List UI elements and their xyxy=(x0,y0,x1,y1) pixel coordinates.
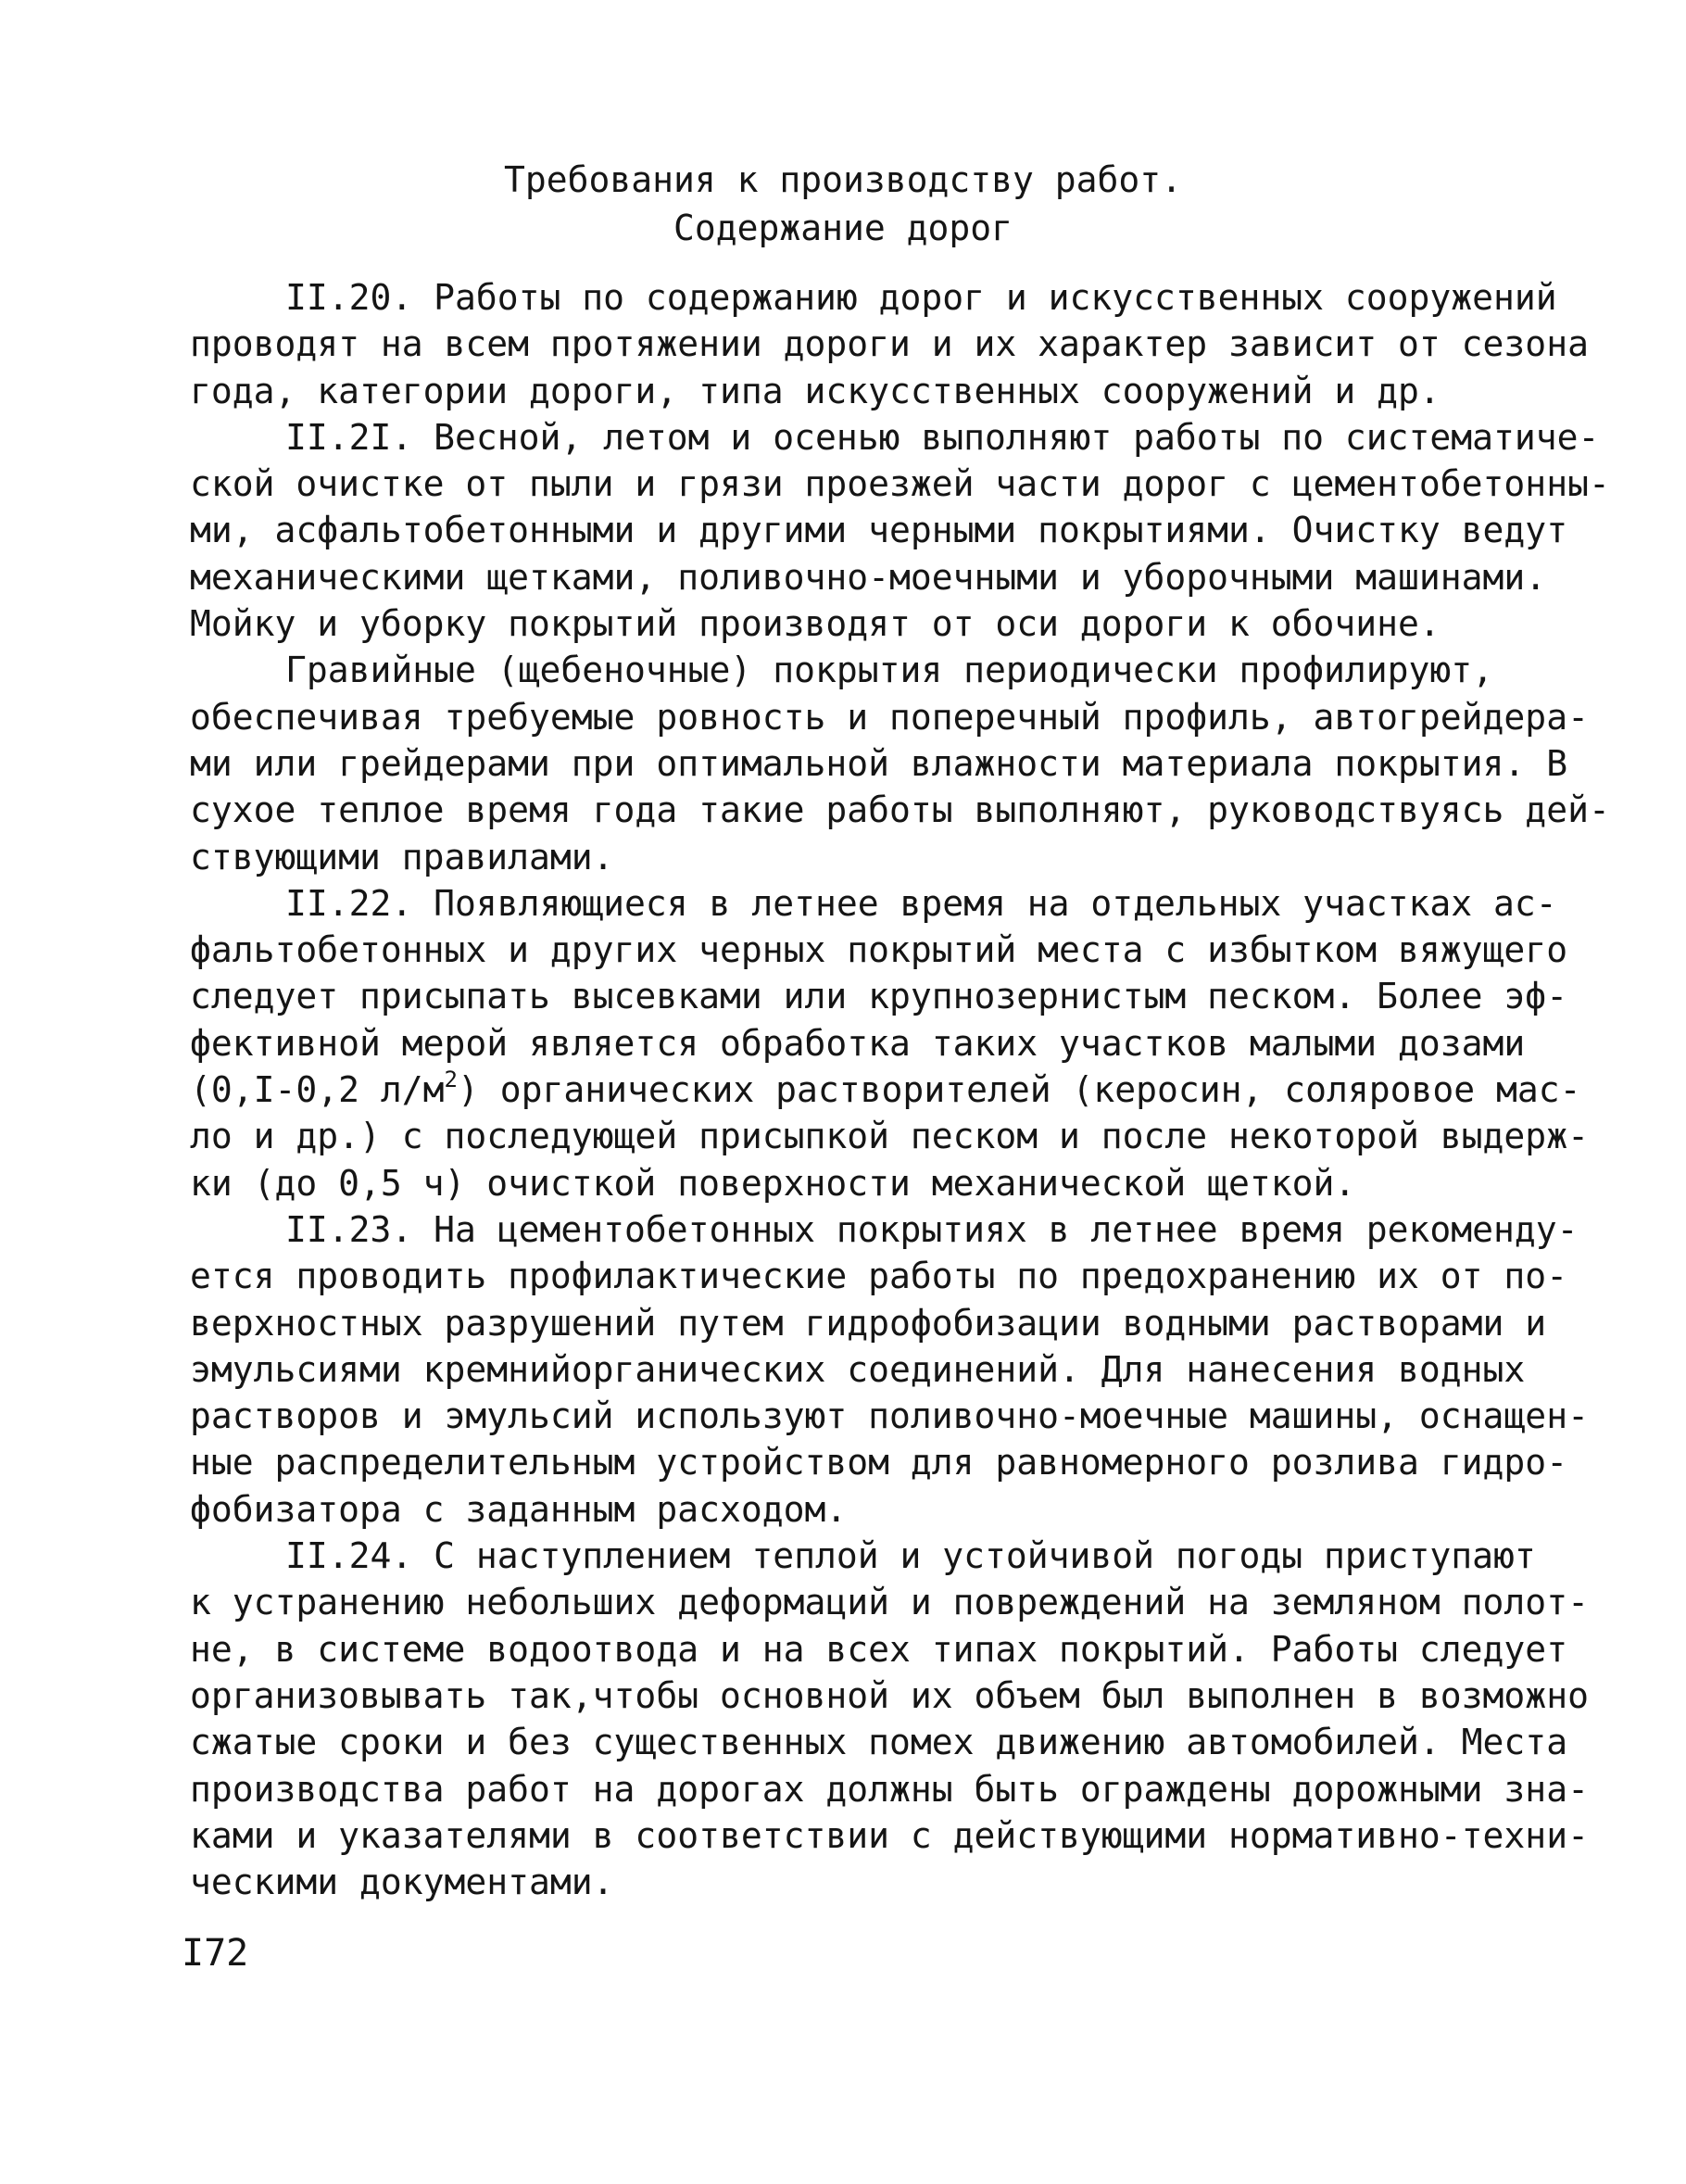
solvents-text: ) органических растворителей (керосин, соляровое мас- xyxy=(458,1069,1581,1111)
paragraph-11-23-line-1: II.23. На цементобетонных покрытиях в летнее время рекоменду- xyxy=(285,1208,1579,1250)
paragraph-11-24-line-2: к устранению небольших деформаций и повреждений на земляном полот- xyxy=(190,1582,1589,1623)
paragraph-11-22-line-5 xyxy=(190,1067,1581,1113)
paragraph-11-21-line-1: II.2I. Весной, летом и осенью выполняют работы по систематиче- xyxy=(285,416,1600,458)
paragraph-11-21-line-2: ской очистке от пыли и грязи проезжей части дорог с цементобетонны- xyxy=(190,463,1610,505)
paragraph-11-21-line-5: Мойку и уборку покрытий производят от оси дороги к обочине. xyxy=(190,603,1441,645)
paragraph-11-24-line-6: производства работ на дорогах должны быть ограждены дорожными зна- xyxy=(190,1768,1589,1810)
paragraph-11-24-line-1: II.24. С наступлением теплой и устойчивой погоды приступают xyxy=(285,1535,1536,1577)
paragraph-11-21-line-4: механическими щетками, поливочно-моечными и уборочными машинами. xyxy=(190,556,1547,598)
superscript-two: 2 xyxy=(444,1067,458,1093)
paragraph-11-20-line-2: проводят на всем протяжении дороги и их характер зависит от сезона xyxy=(190,323,1589,365)
paragraph-11-22-line-6: ло и др.) с последующей присыпкой песком и после некоторой выдерж- xyxy=(190,1116,1589,1157)
body-text xyxy=(190,274,1610,1905)
paragraph-11-24-line-4: организовывать так,чтобы основной их объем был выполнен в возможно xyxy=(190,1674,1589,1716)
paragraph-11-20-line-3: года, категории дороги, типа искусственных сооружений и др. xyxy=(190,370,1441,411)
page-number: I72 xyxy=(182,1932,249,1975)
paragraph-11-22-line-1: II.22. Появляющиеся в летнее время на отдельных участках ас- xyxy=(285,882,1557,924)
paragraph-gravel-line-5: ствующими правилами. xyxy=(190,836,614,877)
paragraph-11-22-line-2: фальтобетонных и других черных покрытий места с избытком вяжущего xyxy=(190,929,1568,971)
paragraph-gravel-line-1: Гравийные (щебеночные) покрытия периодически профилируют, xyxy=(285,650,1494,691)
paragraph-11-23-line-3: верхностных разрушений путем гидрофобизации водными растворами и xyxy=(190,1302,1547,1344)
paragraph-11-21-line-3: ми, асфальтобетонными и другими черными покрытиями. Очистку ведут xyxy=(190,510,1568,551)
paragraph-11-23-line-5: растворов и эмульсий используют поливочно-моечные машины, оснащен- xyxy=(190,1395,1589,1437)
paragraph-11-22-line-4: фективной мерой является обработка таких участков малыми дозами xyxy=(190,1022,1526,1064)
paragraph-gravel-line-2: обеспечивая требуемые ровность и поперечный профиль, автогрейдера- xyxy=(190,696,1589,738)
paragraph-11-22-line-3: следует присыпать высевками или крупнозернистым песком. Более эф- xyxy=(190,976,1568,1017)
paragraph-11-24-line-8: ческими документами. xyxy=(190,1862,614,1903)
title-line-2: Содержание дорог xyxy=(673,208,1013,248)
paragraph-11-23-line-6: ные распределительным устройством для равномерного розлива гидро- xyxy=(190,1442,1568,1483)
paragraph-11-24-line-7: ками и указателями в соответствии с действующими нормативно-техни- xyxy=(190,1814,1589,1856)
paragraph-11-23-line-2: ется проводить профилактические работы по предохранению их от по- xyxy=(190,1256,1568,1297)
paragraph-11-20-line-1: II.20. Работы по содержанию дорог и искусственных сооружений xyxy=(285,277,1557,318)
section-title xyxy=(0,156,1686,252)
paragraph-gravel-line-4: сухое теплое время года такие работы выполняют, руководствуясь дей- xyxy=(190,789,1610,831)
paragraph-11-23-line-7: фобизатора с заданным расходом. xyxy=(190,1488,848,1530)
paragraph-11-23-line-4: эмульсиями кремнийорганических соединений. Для нанесения водных xyxy=(190,1348,1526,1390)
title-line-1: Требования к производству работ. xyxy=(503,159,1183,200)
paragraph-11-24-line-3: не, в системе водоотвода и на всех типах покрытий. Работы следует xyxy=(190,1628,1568,1670)
paragraph-11-24-line-5: сжатые сроки и без существенных помех движению автомобилей. Места xyxy=(190,1722,1568,1763)
paragraph-gravel-line-3: ми или грейдерами при оптимальной влажности материала покрытия. В xyxy=(190,742,1568,784)
paragraph-11-22-line-7: ки (до 0,5 ч) очисткой поверхности механической щеткой. xyxy=(190,1162,1356,1204)
dose-text: (0,I-0,2 л/м xyxy=(190,1069,445,1111)
